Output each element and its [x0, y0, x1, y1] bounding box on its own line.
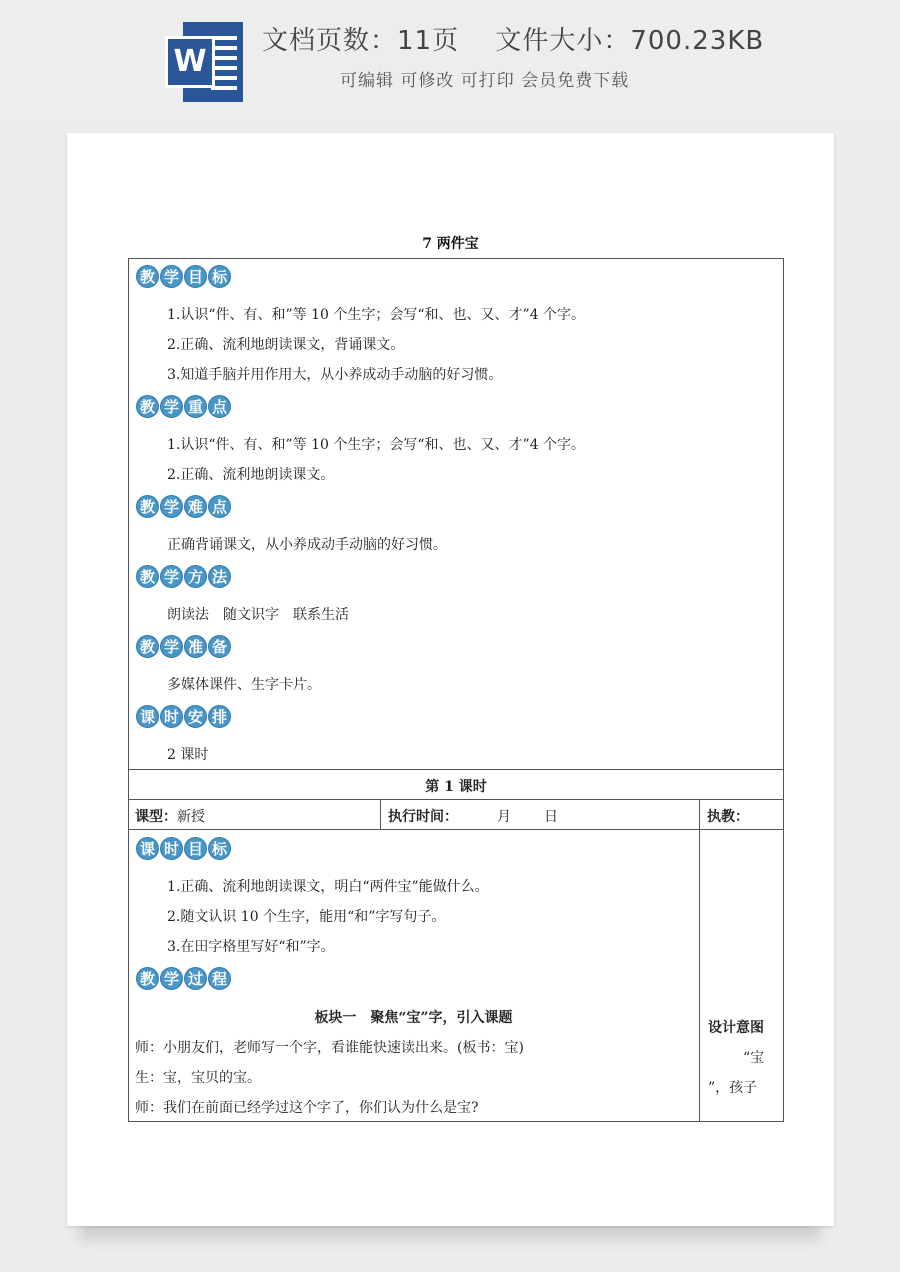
- section-tag-preparation: 教 学 准 备: [136, 635, 231, 661]
- goal-item: 1.认识“件、有、和”等 10 个生字；会写“和、也、又、才”4 个字。: [167, 307, 586, 323]
- key-point-item: 2.正确、流利地朗读课文。: [167, 467, 335, 483]
- design-intent-title: 设计意图: [708, 1020, 764, 1036]
- difficulty-item: 正确背诵课文，从小养成动手动脑的好习惯。: [167, 537, 447, 553]
- month-label: 月: [497, 809, 511, 825]
- section-tag-key-points: 教 学 重 点: [136, 395, 231, 421]
- design-intent-line: ”，孩子: [708, 1080, 758, 1096]
- lesson-goal-item: 2.随文认识 10 个生字，能用“和”字写句子。: [167, 909, 446, 925]
- section-tag-schedule: 课 时 安 排: [136, 705, 231, 731]
- section-tag-lesson-goals: 课 时 目 标: [136, 837, 231, 863]
- document-page: [67, 133, 834, 1226]
- lesson-heading: 第 1 课时: [425, 779, 487, 795]
- design-intent-line: “宝: [743, 1050, 765, 1066]
- file-info-title: 文档页数：11页 文件大小：700.23KB: [262, 26, 765, 56]
- key-point-item: 1.认识“件、有、和”等 10 个生字；会写“和、也、又、才”4 个字。: [167, 437, 586, 453]
- dialogue-line: 生：宝，宝贝的宝。: [135, 1070, 261, 1086]
- execution-time-label: 执行时间：: [388, 809, 458, 825]
- file-info-subtitle: 可编辑 可修改 可打印 会员免费下载: [340, 71, 630, 91]
- method-item: 朗读法 随文识字 联系生活: [167, 607, 349, 623]
- lesson-goal-item: 3.在田字格里写好“和”字。: [167, 939, 335, 955]
- block-title: 板块一 聚焦“宝”字，引入课题: [314, 1010, 513, 1026]
- lesson-type: 课型：新授: [135, 809, 205, 825]
- word-document-icon: W: [165, 22, 243, 102]
- section-tag-difficulties: 教 学 难 点: [136, 495, 231, 521]
- schedule-item: 2 课时: [167, 747, 209, 763]
- section-tag-methods: 教 学 方 法: [136, 565, 231, 591]
- section-tag-process: 教 学 过 程: [136, 967, 231, 993]
- day-label: 日: [544, 809, 558, 825]
- goal-item: 2.正确、流利地朗读课文，背诵课文。: [167, 337, 405, 353]
- lesson-title: 7 两件宝: [422, 236, 479, 252]
- teacher-label: 执教：: [707, 809, 749, 825]
- dialogue-line: 师：小朋友们，老师写一个字，看谁能快速读出来。(板书：宝): [135, 1040, 524, 1056]
- dialogue-line: 师：我们在前面已经学过这个字了，你们认为什么是宝?: [135, 1100, 479, 1116]
- section-tag-teaching-goals: 教 学 目 标: [136, 265, 231, 291]
- goal-item: 3.知道手脑并用作用大，从小养成动手动脑的好习惯。: [167, 367, 503, 383]
- lesson-goal-item: 1.正确、流利地朗读课文，明白“两件宝”能做什么。: [167, 879, 489, 895]
- preparation-item: 多媒体课件、生字卡片。: [167, 677, 321, 693]
- download-banner: [0, 0, 900, 120]
